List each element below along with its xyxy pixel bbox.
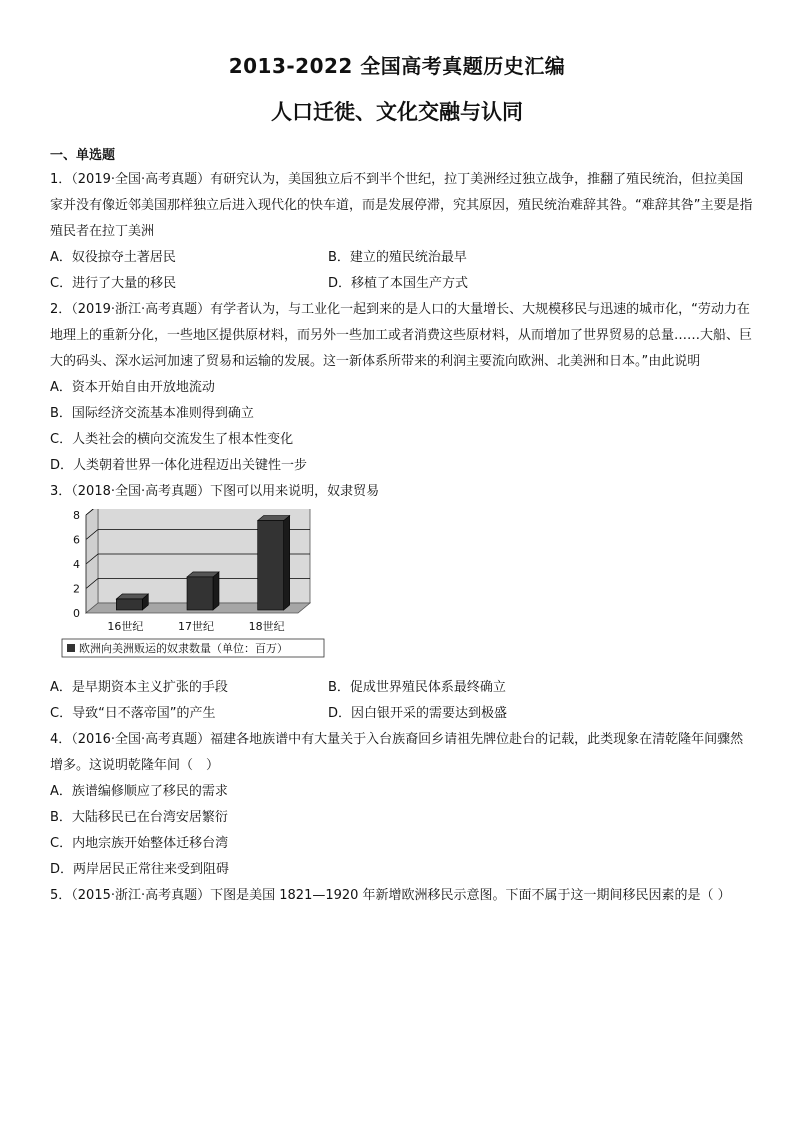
y-tick-label: 8: [73, 509, 80, 522]
question-4-option-c: C．内地宗族开始整体迁移台湾: [50, 836, 229, 851]
bar-2: [187, 577, 213, 610]
question-4-option-d: D．两岸居民正常往来受到阻碍: [50, 862, 230, 877]
question-4-option-b: B．大陆移民已在台湾安居繁衍: [50, 810, 228, 825]
chart-legend-swatch: [67, 644, 75, 652]
question-2-option-d: D．人类朝着世界一体化进程迈出关键性一步: [50, 458, 308, 473]
question-3-option-d: D．因白银开采的需要达到极盛: [328, 706, 508, 721]
document-title: 2013-2022 全国高考真题历史汇编: [228, 54, 566, 78]
section-heading: 一、单选题: [50, 148, 116, 163]
y-tick-label: 6: [73, 533, 80, 547]
question-2-option-c: C．人类社会的横向交流发生了根本性变化: [50, 432, 294, 447]
bar-3: [258, 521, 284, 610]
chart-side-wall: [86, 509, 98, 613]
question-2-option-b: B．国际经济交流基本准则得到确立: [50, 406, 254, 421]
y-tick-label: 4: [73, 558, 80, 571]
y-tick-label: 2: [73, 582, 80, 596]
question-2-stem: 2．（2019·浙江·高考真题）有学者认为，与工业化一起到来的是人口的大量增长、大规模移民与迅速的城市化，“劳动力在地理上的重新分化，一些地区提供原材料，而另外一些加工或者消费这些原材料，从而增加了世界贸易的总量……大船、巨大的码头、深水运河加速了贸易和运输的发展。这一新体系所带来的利润主要流向欧洲、北美洲和日本。”由此说明: [50, 302, 753, 369]
question-3-options-row-1: [50, 675, 756, 701]
question-3-option-b: B．促成世界殖民体系最终确立: [328, 680, 506, 695]
question-1-option-d: D．移植了本国生产方式: [328, 276, 469, 291]
bar-side-3: [284, 516, 290, 610]
bar-top-3: [258, 516, 290, 521]
question-5-stem: 5．（2015·浙江·高考真题）下图是美国 1821—1920 年新增欧洲移民示意图。下面不属于这一期间移民因素的是（ ）: [50, 888, 731, 903]
document-subtitle: 人口迁徙、文化交融与认同: [271, 100, 523, 124]
question-1-stem: 1．（2019·全国·高考真题）有研究认为，美国独立后不到半个世纪，拉丁美洲经过独立战争，推翻了殖民统治，但拉美国家并没有像近邻美国那样独立后进入现代化的快车道，而是发展停滞，究其原因，殖民统治难辞其咎。“难辞其咎”主要是指殖民者在拉丁美洲: [50, 172, 753, 239]
chart-legend-label: 欧洲向美洲贩运的奴隶数量（单位：百万）: [79, 642, 288, 655]
question-3-options-row-2: [50, 701, 756, 727]
y-tick-label: 0: [73, 607, 80, 620]
question-1-option-b: B．建立的殖民统治最早: [328, 250, 467, 265]
question-3-option-a: A．是早期资本主义扩张的手段: [50, 680, 228, 695]
bar-top-2: [187, 572, 219, 577]
x-tick-label: 16世纪: [107, 620, 144, 633]
question-2-option-a: A．资本开始自由开放地流动: [50, 380, 215, 395]
question-3-option-c: C．导致“日不落帝国”的产生: [50, 706, 216, 721]
question-1-options-row-1: [50, 245, 756, 271]
bar-top-1: [116, 594, 148, 599]
x-tick-label: 18世纪: [248, 620, 285, 633]
question-list: [50, 167, 756, 909]
question-3-stem: 3．（2018·全国·高考真题）下图可以用来说明，奴隶贸易: [50, 484, 380, 499]
bar-1: [116, 599, 142, 610]
question-1-option-c: C．进行了大量的移民: [50, 276, 177, 291]
bar-side-2: [213, 572, 219, 610]
question-4-option-a: A．族谱编修顺应了移民的需求: [50, 784, 228, 799]
question-4-stem: 4．（2016·全国·高考真题）福建各地族谱中有大量关于入台族裔回乡请祖先牌位赴台的记载，此类现象在清乾隆年间骤然增多。这说明乾隆年间（ ）: [50, 732, 744, 773]
question-1-options-row-2: [50, 271, 756, 297]
slave-trade-bar-chart: [60, 509, 330, 669]
x-tick-label: 17世纪: [178, 620, 214, 633]
question-1-option-a: A．奴役掠夺土著居民: [50, 250, 176, 265]
